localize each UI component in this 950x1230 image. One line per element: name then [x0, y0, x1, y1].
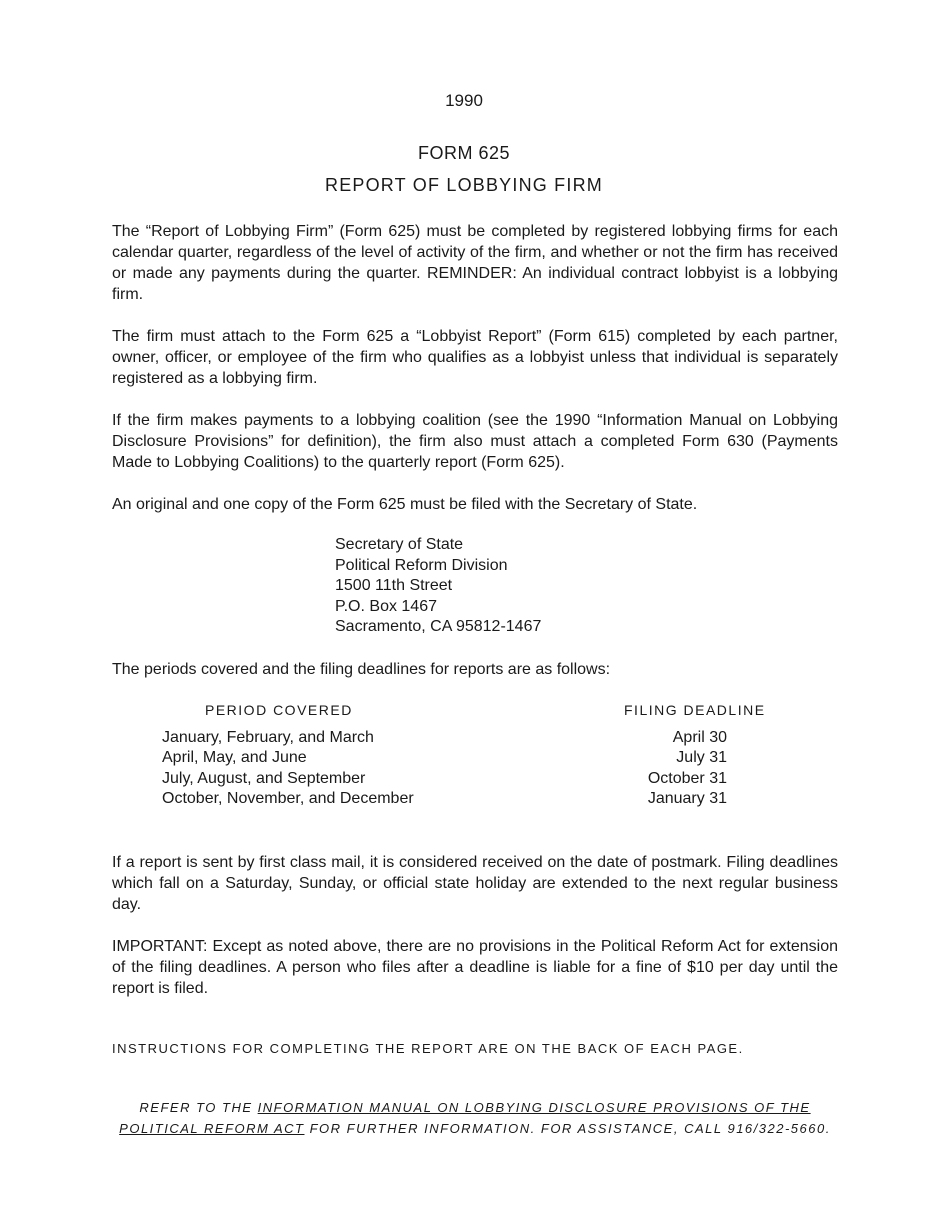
- address-line: Secretary of State: [335, 536, 464, 553]
- deadline-cell: October 31: [647, 769, 727, 787]
- mail-postmark-paragraph: If a report is sent by first class mail, it is considered received on the date of postmark. Filing deadlines which fall on a Saturday, Sunday, or official state holiday are extended to the next regular business day.: [112, 854, 838, 913]
- deadline-cell: January 31: [647, 789, 727, 807]
- report-title: REPORT OF LOBBYING FIRM: [325, 175, 603, 195]
- period-covered-header: PERIOD COVERED: [205, 702, 353, 718]
- mailing-address: [335, 535, 541, 638]
- form-title: FORM 625: [417, 143, 511, 163]
- address-line: P.O. Box 1467: [335, 597, 437, 615]
- period-cell: January, February, and March: [162, 729, 374, 746]
- form-year: 1990: [445, 91, 483, 110]
- period-cell: April, May, and June: [162, 749, 307, 767]
- coalition-paragraph: If the firm makes payments to a lobbying coalition (see the 1990 “Information Manual on Lobbying Disclosure Provisions” for definition), the firm also must attach a completed Form 630 (Payments Made to Lobbying Coalitions) to the quarterly report (Form 625).: [112, 412, 838, 471]
- refer-prefix: REFER TO THE: [139, 1100, 258, 1115]
- manual-title-line2: POLITICAL REFORM ACT: [119, 1121, 305, 1136]
- period-cell: October, November, and December: [162, 789, 414, 807]
- refer-suffix: FOR FURTHER INFORMATION. FOR ASSISTANCE, CALL 916/322-5660.: [304, 1121, 831, 1136]
- instructions-note: INSTRUCTIONS FOR COMPLETING THE REPORT ARE ON THE BACK OF EACH PAGE.: [112, 1041, 744, 1056]
- address-line: Sacramento, CA 95812-1467: [335, 618, 542, 635]
- filing-paragraph: An original and one copy of the Form 625 must be filed with the Secretary of State.: [112, 496, 698, 513]
- period-cell: July, August, and September: [162, 769, 366, 787]
- periods-intro-paragraph: The periods covered and the filing deadlines for reports are as follows:: [112, 661, 611, 678]
- attachment-paragraph: The firm must attach to the Form 625 a “Lobbyist Report” (Form 615) completed by each partner, owner, officer, or employee of the firm who qualifies as a lobbyist unless that individual is separately registered as a lobbying firm.: [112, 328, 838, 387]
- important-paragraph: IMPORTANT: Except as noted above, there are no provisions in the Political Reform Act for extension of the filing deadlines. A person who files after a deadline is liable for a fine of $10 per day until the report is filed.: [112, 938, 838, 997]
- table-row: [162, 748, 727, 768]
- address-line: Political Reform Division: [335, 556, 508, 574]
- manual-title-line1: INFORMATION MANUAL ON LOBBYING DISCLOSURE PROVISIONS OF THE: [257, 1100, 811, 1115]
- deadline-cell: July 31: [676, 749, 727, 767]
- intro-paragraph: The “Report of Lobbying Firm” (Form 625) must be completed by registered lobbying firms for each calendar quarter, regardless of the level of activity of the firm, and whether or not the firm has received or made any payments during the quarter. REMINDER: An individual contract lobbyist is a lobbying firm.: [112, 223, 838, 303]
- refer-note: [112, 1097, 838, 1139]
- table-row: [162, 728, 727, 748]
- address-line: 1500 11th Street: [335, 577, 453, 594]
- deadline-cell: April 30: [672, 729, 727, 746]
- filing-schedule-table: [162, 728, 727, 809]
- filing-deadline-header: FILING DEADLINE: [624, 702, 766, 718]
- table-row: [162, 789, 727, 809]
- table-row: [162, 769, 727, 789]
